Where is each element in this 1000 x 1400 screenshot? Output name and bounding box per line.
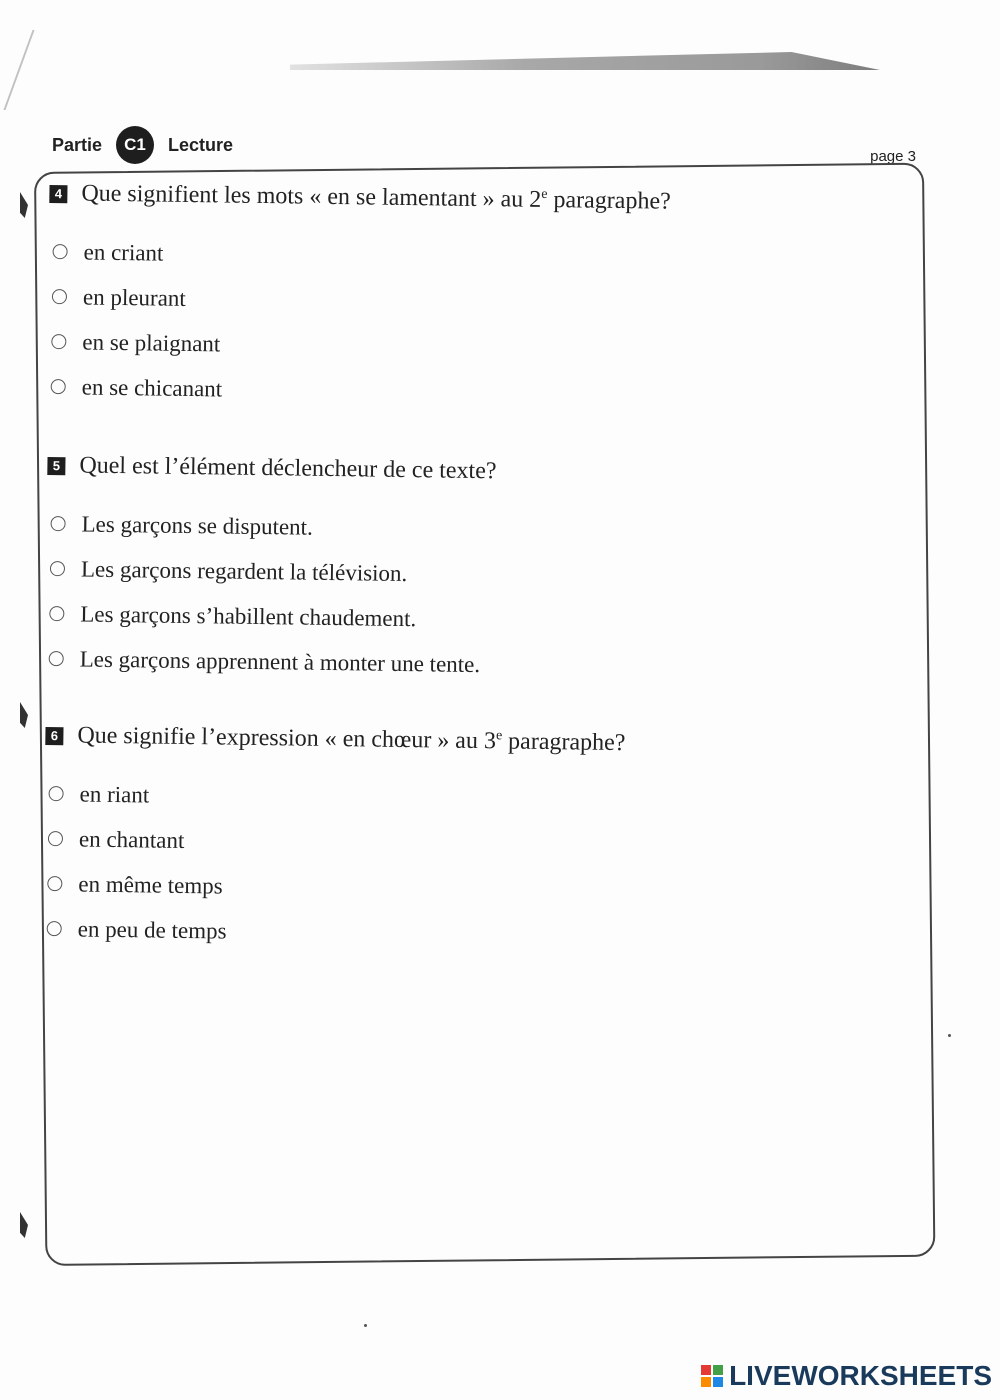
question-text: Que signifie l’expression « en chœur » au 3e paragraphe? [77,722,626,757]
scan-dot [364,1324,367,1327]
logo-square [713,1377,723,1387]
answer-option[interactable] [44,636,494,687]
answer-options [46,229,670,418]
radio-button[interactable] [52,244,67,259]
margin-mark [20,192,28,218]
option-label: en se plaignant [82,328,221,356]
question-6 [42,722,625,959]
page-number: page 3 [870,148,916,165]
answer-option[interactable] [44,771,625,824]
option-label: en criant [83,238,164,266]
partie-label: Partie [52,134,103,155]
radio-button[interactable] [50,561,65,576]
option-label: Les garçons apprennent à monter une tente. [79,645,481,677]
question-number: 6 [45,727,63,745]
part-badge: C1 [116,126,154,164]
section-title: Lecture [168,134,234,155]
option-label: en chantant [78,825,185,853]
option-label: en se chicanant [81,373,223,401]
margin-mark [20,1212,28,1238]
question-text: Quel est l’élément déclencheur de ce texte? [79,452,497,485]
question-text: Que signifient les mots « en se lamentant » au 2e paragraphe? [81,180,671,215]
question-number: 5 [47,457,65,475]
liveworksheets-watermark [701,1360,992,1392]
question-number: 4 [49,185,67,203]
radio-button[interactable] [50,516,65,531]
answer-option[interactable] [42,906,623,959]
scan-artifact [290,52,880,70]
answer-options [42,771,624,959]
option-label: Les garçons regardent la télévision. [80,555,408,586]
answer-option[interactable] [43,861,624,914]
answer-option[interactable] [45,591,495,642]
scan-dot [948,1034,951,1037]
option-label: Les garçons se disputent. [81,510,313,540]
logo-square [701,1365,711,1375]
margin-mark [20,702,28,728]
answer-option[interactable] [46,546,496,597]
logo-square [701,1377,711,1387]
question-5 [44,452,496,687]
option-label: en peu de temps [77,915,227,944]
radio-button[interactable] [47,876,62,891]
radio-button[interactable] [48,831,63,846]
question-4 [46,180,671,418]
radio-button[interactable] [49,606,64,621]
answer-option[interactable] [44,816,625,869]
option-label: Les garçons s’habillent chaudement. [80,600,417,631]
radio-button[interactable] [47,921,62,936]
option-label: en pleurant [82,283,186,311]
radio-button[interactable] [48,786,63,801]
section-header [52,126,233,164]
liveworksheets-logo-icon [701,1365,723,1387]
answer-option[interactable] [46,364,668,418]
scan-corner-mark [3,30,74,110]
question-heading [47,452,496,485]
answer-option[interactable] [46,501,496,552]
radio-button[interactable] [51,334,66,349]
radio-button[interactable] [49,651,64,666]
radio-button[interactable] [52,289,67,304]
radio-button[interactable] [51,379,66,394]
logo-square [713,1365,723,1375]
option-label: en riant [79,780,150,807]
answer-options [44,501,496,687]
watermark-text: LIVEWORKSHEETS [729,1360,992,1391]
option-label: en même temps [78,870,223,898]
